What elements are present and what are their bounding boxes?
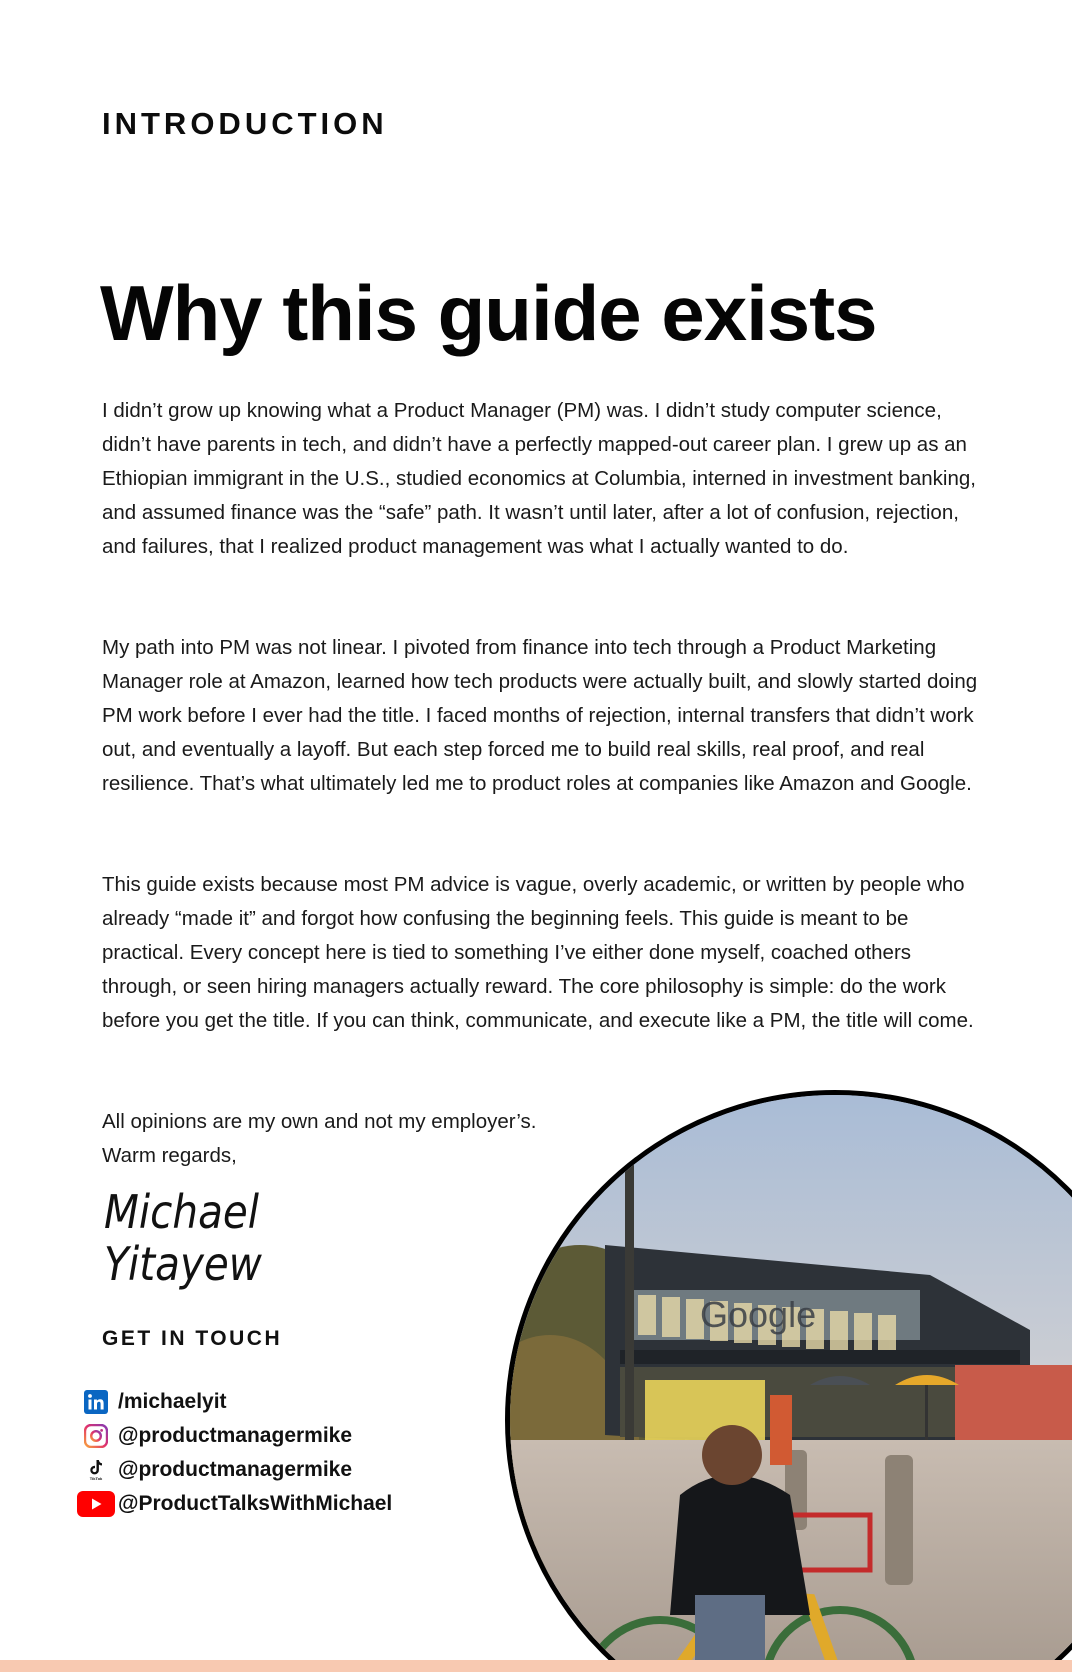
instagram-icon <box>84 1424 108 1448</box>
tiktok-icon-caption: TikTok <box>89 1476 103 1481</box>
youtube-icon <box>77 1491 115 1517</box>
tiktok-handle[interactable]: @productmanagermike <box>118 1458 353 1481</box>
intro-paragraph-1: I didn’t grow up knowing what a Product Manager (PM) was. I didn’t study computer science, didn’t have parents in tech, and didn’t have a perfectly mapped-out career plan. I grew up as an Ethiopian immigrant in the U.S., studied economics at Columbia, interned in investment banking, and assumed finance was the “safe” path. It wasn’t until later, after a lot of confusion, rejection, and failures, that I realized product management was what I actually wanted to do. <box>102 399 976 558</box>
signature-last-name: Yitayew <box>104 1237 262 1291</box>
instagram-link[interactable] <box>74 1419 392 1453</box>
linkedin-link[interactable] <box>74 1385 392 1419</box>
page-title: Why this guide exists <box>100 269 877 357</box>
linkedin-icon <box>84 1390 108 1414</box>
photo-illustration <box>510 1095 1072 1672</box>
signature <box>104 1186 262 1290</box>
instagram-handle[interactable]: @productmanagermike <box>118 1424 353 1447</box>
intro-paragraph-2: My path into PM was not linear. I pivoted from finance into tech through a Product Marketing Manager role at Amazon, learned how tech products were actually built, and slowly started doing PM work before I ever had the title. I faced months of rejection, internal transfers that didn’t work out, and eventually a layoff. But each step forced me to build real skills, real proof, and real resilience. That’s what ultimately led me to product roles at companies like Amazon and Google. <box>102 636 978 795</box>
signature-first-name: Michael <box>104 1185 260 1239</box>
sign-off-text: Warm regards, <box>102 1144 237 1167</box>
social-links <box>74 1385 392 1521</box>
contact-heading: GET IN TOUCH <box>102 1327 283 1350</box>
youtube-handle[interactable]: @ProductTalksWithMichael <box>118 1492 393 1515</box>
intro-paragraph-3: This guide exists because most PM advice is vague, overly academic, or written by people who already “made it” and forgot how confusing the beginning feels. This guide is meant to be practical. Every concept here is tied to something I’ve either done myself, coached others through, or seen hiring managers actually reward. The core philosophy is simple: do the work before you get the title. If you can think, communicate, and execute like a PM, the title will come. <box>102 873 974 1032</box>
youtube-link[interactable] <box>74 1487 392 1521</box>
tiktok-link[interactable] <box>74 1453 392 1487</box>
tiktok-icon <box>88 1459 104 1481</box>
linkedin-handle[interactable]: /michaelyit <box>118 1390 227 1413</box>
building-sign: Google <box>700 1294 817 1335</box>
section-label: INTRODUCTION <box>102 106 388 141</box>
profile-photo <box>505 1090 1072 1672</box>
disclaimer-text: All opinions are my own and not my employer’s. <box>102 1110 537 1133</box>
bottom-accent-bar <box>0 1660 1072 1672</box>
